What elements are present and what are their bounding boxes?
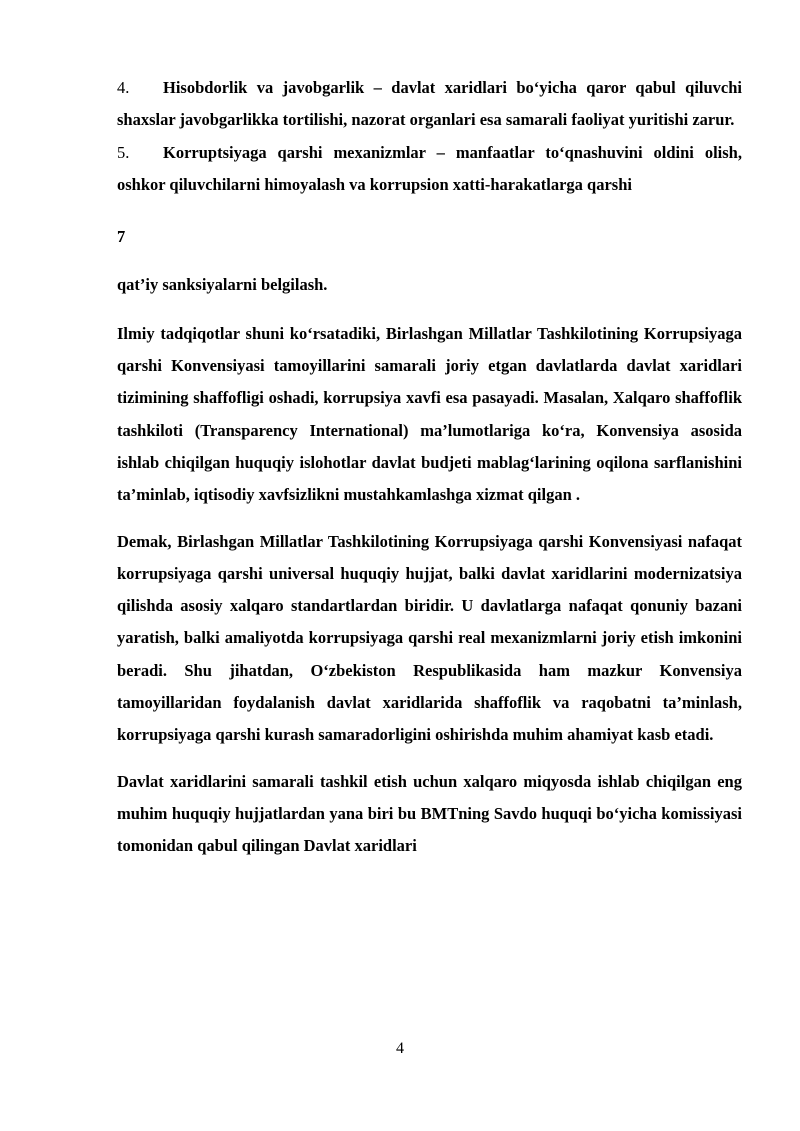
paragraph-2: Demak, Birlashgan Millatlar Tashkilotining Korrupsiyaga qarshi Konvensiyasi nafaqat korrupsiyaga qarshi universal huquqiy hujjat, balki davlat xaridlarini modernizatsiya qilishda asosiy xalqaro standartlardan biridir. U davlatlarga nafaqat qonuniy bazani yaratish, balki amaliyotda korrupsiyaga qarshi real mexanizmlarni joriy etish imkonini beradi. Shu jihatdan, O‘zbekiston Respublikasida ham mazkur Konvensiya tamoyillaridan foydalanish davlat xaridlarida shaffoflik va raqobatni ta’minlash, korrupsiyaga qarshi kurash samaradorligini oshirishda muhim ahamiyat kasb etadi. [117, 531, 742, 745]
page-number: 4 [396, 1040, 404, 1057]
list-item-5 [117, 137, 742, 202]
paragraph-3: Davlat xaridlarini samarali tashkil etish uchun xalqaro miqyosda ishlab chiqilgan eng muhim huquqiy hujjatlardan yana biri bu BMTning Savdo huquqi bo‘yicha komissiyasi tomonidan qabul qilingan Davlat xaridlari [117, 771, 742, 856]
list-item-number: 5. [117, 142, 130, 162]
list-item-number: 4. [117, 78, 130, 97]
page-content [117, 72, 742, 863]
list-item-4 [117, 72, 742, 137]
list-item-text: Korruptsiyaga qarshi mexanizmlar – manfaatlar to‘qnashuvini oldini olish, oshkor qiluvchilarni himoyalash va korrupsion xatti-harakatlarga qarshi [117, 142, 742, 194]
continuation-text: qat’iy sanksiyalarni belgilash. [117, 275, 328, 295]
paragraph-1: Ilmiy tadqiqotlar shuni ko‘rsatadiki, Birlashgan Millatlar Tashkilotining Korrupsiyaga qarshi Konvensiyasi tamoyillarini samarali joriy etgan davlatlarda davlat xaridlari tizimining shaffofligi oshadi, korrupsiya xavfi esa pasayadi. Masalan, Xalqaro shaffoflik tashkiloti (Transparency International) ma’lumotlariga ko‘ra, Konvensiya asosida ishlab chiqilgan huquqiy islohotlar davlat budjeti mablag‘larining oqilona sarflanishini ta’minlab, iqtisodiy xavfsizlikni mustahkamlashga xizmat qilgan . [117, 323, 742, 505]
section-number: 7 [117, 227, 126, 247]
list-item-text: Hisobdorlik va javobgarlik – davlat xaridlari bo‘yicha qaror qabul qiluvchi shaxslar javobgarlikka tortilishi, nazorat organlari esa samarali faoliyat yuritishi zarur. [117, 78, 742, 130]
